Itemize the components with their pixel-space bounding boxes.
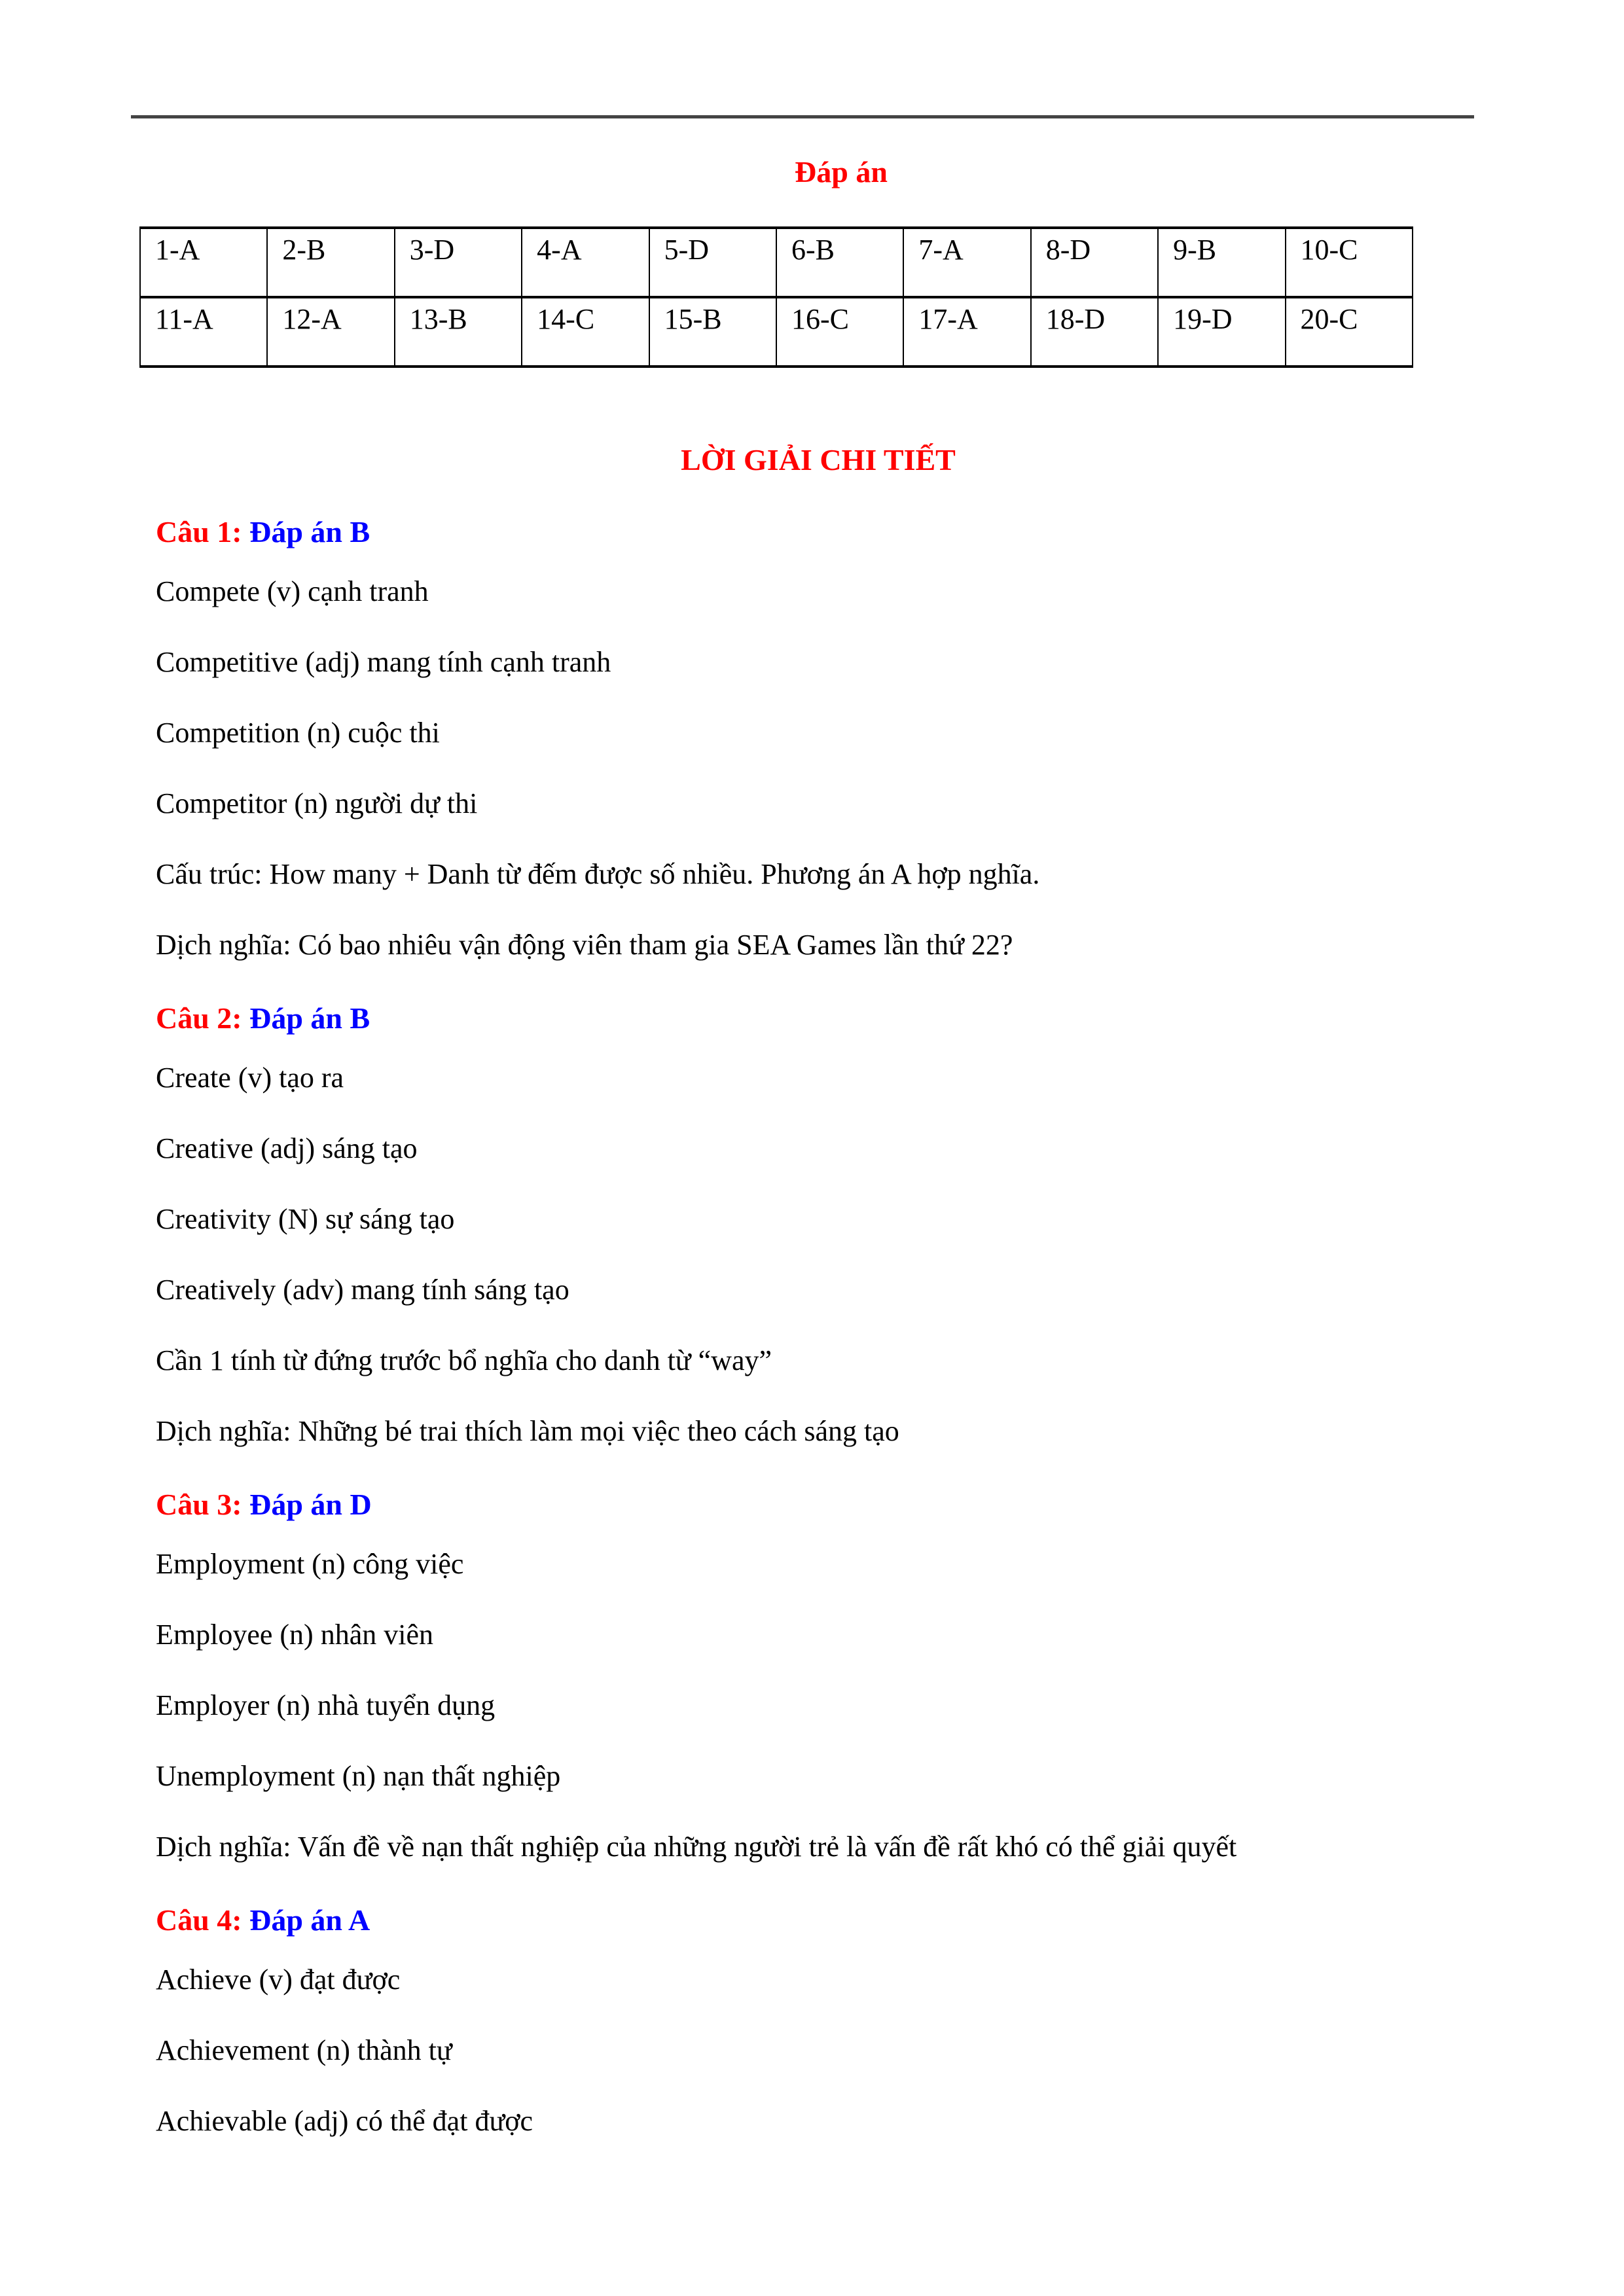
explanation-line: Creativity (N) sự sáng tạo xyxy=(156,1203,455,1235)
question-answer: Đáp án D xyxy=(249,1488,372,1521)
answer-cell: 18-D xyxy=(1031,297,1158,367)
explanation-line: Unemployment (n) nạn thất nghiệp xyxy=(156,1760,561,1792)
question-answer: Đáp án B xyxy=(249,1001,370,1035)
solutions-content xyxy=(156,507,1530,2157)
answer-cell: 10-C xyxy=(1286,228,1413,297)
explanation-line: Compete (v) cạnh tranh xyxy=(156,575,429,607)
answer-cell: 20-C xyxy=(1286,297,1413,367)
explanation-line: Cấu trúc: How many + Danh từ đếm được số nhiều. Phương án A hợp nghĩa. xyxy=(156,858,1040,890)
answer-cell: 6-B xyxy=(776,228,903,297)
explanation-line: Creatively (adv) mang tính sáng tạo xyxy=(156,1274,569,1306)
question-number: Câu 2: xyxy=(156,1001,242,1035)
answer-cell: 9-B xyxy=(1158,228,1285,297)
answer-row xyxy=(140,297,1413,367)
answer-key-table xyxy=(139,226,1413,368)
question-answer: Đáp án A xyxy=(249,1903,370,1937)
explanation-line: Competitor (n) người dự thi xyxy=(156,787,478,819)
answer-cell: 12-A xyxy=(267,297,394,367)
answer-cell: 2-B xyxy=(267,228,394,297)
question-heading xyxy=(156,1895,1530,1945)
question-answer: Đáp án B xyxy=(249,515,370,548)
explanation-line: Employee (n) nhân viên xyxy=(156,1619,433,1651)
explanation-line: Creative (adj) sáng tạo xyxy=(156,1132,418,1164)
answer-cell: 19-D xyxy=(1158,297,1285,367)
answer-cell: 8-D xyxy=(1031,228,1158,297)
answer-key-title: Đáp án xyxy=(795,155,888,188)
explanation-line: Competitive (adj) mang tính cạnh tranh xyxy=(156,646,611,678)
explanation-line: Dịch nghĩa: Vấn đề về nạn thất nghiệp của những người trẻ là vấn đề rất khó có thể giải quyết xyxy=(156,1831,1237,1863)
explanation-line: Dịch nghĩa: Những bé trai thích làm mọi việc theo cách sáng tạo xyxy=(156,1415,899,1447)
question-heading xyxy=(156,1480,1530,1529)
answer-cell: 7-A xyxy=(903,228,1030,297)
answer-cell: 15-B xyxy=(649,297,776,367)
explanation-line: Competition (n) cuộc thi xyxy=(156,717,440,749)
explanation-line: Create (v) tạo ra xyxy=(156,1062,344,1094)
explanation-line: Achieve (v) đạt được xyxy=(156,1964,401,1996)
question-heading xyxy=(156,994,1530,1043)
question-number: Câu 1: xyxy=(156,515,242,548)
answer-row xyxy=(140,228,1413,297)
detailed-solutions-title: LỜI GIẢI CHI TIẾT xyxy=(681,443,956,476)
question-number: Câu 4: xyxy=(156,1903,242,1937)
answer-cell: 11-A xyxy=(140,297,267,367)
answer-cell: 13-B xyxy=(395,297,522,367)
explanation-line: Dịch nghĩa: Có bao nhiêu vận động viên tham gia SEA Games lần thứ 22? xyxy=(156,929,1013,961)
question-heading xyxy=(156,507,1530,556)
explanation-line: Cần 1 tính từ đứng trước bổ nghĩa cho danh từ “way” xyxy=(156,1344,772,1376)
answer-cell: 16-C xyxy=(776,297,903,367)
question-number: Câu 3: xyxy=(156,1488,242,1521)
answer-cell: 5-D xyxy=(649,228,776,297)
header-rule xyxy=(131,115,1474,118)
explanation-line: Employer (n) nhà tuyển dụng xyxy=(156,1689,496,1721)
answer-cell: 14-C xyxy=(522,297,649,367)
answer-cell: 1-A xyxy=(140,228,267,297)
explanation-line: Achievable (adj) có thể đạt được xyxy=(156,2105,533,2137)
answer-cell: 3-D xyxy=(395,228,522,297)
answer-cell: 4-A xyxy=(522,228,649,297)
explanation-line: Achievement (n) thành tự xyxy=(156,2034,452,2066)
explanation-line: Employment (n) công việc xyxy=(156,1548,464,1580)
answer-cell: 17-A xyxy=(903,297,1030,367)
